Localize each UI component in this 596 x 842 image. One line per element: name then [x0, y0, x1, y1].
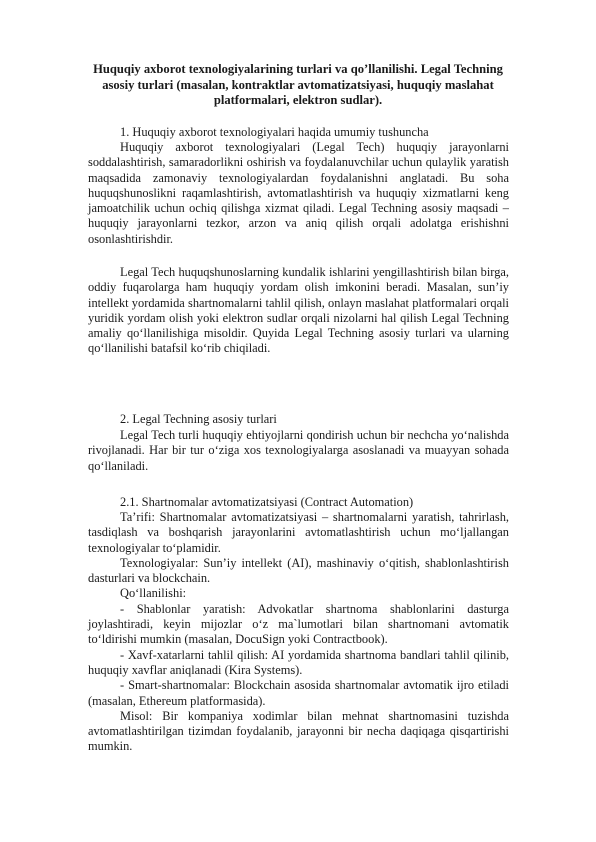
document-title: Huquqiy axborot texnologiyalarining turlari va qo’llanilishi. Legal Techning asosiy turlari (masalan, kontraktlar avtomatizatsiyasi, huquqiy maslahat platformalari, elektron sudlar).: [93, 62, 503, 108]
section-2-body: [88, 428, 509, 474]
paragraph-example: Misol: Bir kompaniya xodimlar bilan mehnat shartnomasini tuzishda avtomatlashtirilgan tizimdan foydalanib, jarayonni bir necha daqiqaga qisqartirishi mumkin.: [88, 708, 509, 754]
list-item-smart-contracts: - Smart-shartnomalar: Blockchain asosida shartnomalar avtomatik ijro etiladi (masalan, Ethereum platformasida).: [88, 678, 509, 708]
list-item-templates: - Shablonlar yaratish: Advokatlar shartnoma shablonlarini dasturga joylashtiradi, keyin mijozlar o‘z ma`lumotlari bilan shartnomani avtomatik to‘ldirishi mumkin (masalan, DocuSign yoki Contractbook).: [88, 601, 509, 647]
paragraph-legal-tech-benefits: Legal Tech huquqshunoslarning kundalik ishlarini yengillashtirish bilan birga, oddiy fuqarolarga ham huquqiy yordam olish imkonini beradi. Masalan, sun’iy intellekt yordamida shartnomalarni tahlil qilish, onlayn maslahat platformalari orqali yuridik yordam olish yoki elektron sudlar orqali nizolarni hal qilish Legal Techning amaliy qo‘llanilishiga misoldir. Quyida Legal Techning asosiy turlari va ularning qo‘llanilishi batafsil ko‘rib chiqiladi.: [88, 265, 509, 356]
section-1-heading: 1. Huquqiy axborot texnologiyalari haqida umumiy tushuncha: [120, 125, 429, 139]
list-item-risk-analysis: - Xavf-xatarlarni tahlil qilish: AI yordamida shartnoma bandlari tahlil qilinib, huquqiy xavflar aniqlanadi (Kira Systems).: [88, 647, 509, 677]
section-2-1-heading: 2.1. Shartnomalar avtomatizatsiyasi (Contract Automation): [120, 495, 414, 509]
paragraph-legal-tech-types-intro: Legal Tech turli huquqiy ehtiyojlarni qondirish uchun bir nechcha yo‘nalishda rivojlanadi. Har bir tur o‘ziga xos texnologiyalarga asoslanadi va muayyan sohada qo‘llaniladi.: [88, 428, 509, 473]
usage-label: Qo‘llanilishi:: [120, 586, 187, 601]
section-2-1-body: [88, 510, 509, 755]
paragraph-definition: Ta’rifi: Shartnomalar avtomatizatsiyasi – shartnomalarni yaratish, tahrirlash, tasdiqlash va boshqarish jarayonlarini avtomatlashtirish uchun mo‘ljallangan texnologiyalar to‘plamidir.: [88, 510, 509, 555]
paragraph-technologies: Texnologiyalar: Sun’iy intellekt (AI), mashinaviy o‘qitish, shablonlashtirish dasturlari va blockchain.: [88, 555, 509, 586]
section-1-body: [88, 140, 509, 247]
section-1-body-continued: [88, 265, 509, 357]
paragraph-legal-tech-definition: Huquqiy axborot texnologiyalari (Legal Tech) huquqiy jarayonlarni soddalashtirish, samaradorlikni oshirish va foydalanuvchilar uchun qulaylik yaratish maqsadida zamonaviy texnologiyalardan foydalanishni anglatadi. Bu soha huquqshunoslikni raqamlashtirish, avtomatlashtirish va huquqiy xizmatlarni keng jamoatchilik uchun ochiq qilishga xizmat qiladi. Legal Techning asosiy maqsadi – huquqiy jarayonlarni tezkor, arzon va aniq qilish orqali adolatga erishishni osonlashtirishdir.: [88, 140, 509, 246]
section-2-heading: 2. Legal Techning asosiy turlari: [120, 412, 277, 426]
